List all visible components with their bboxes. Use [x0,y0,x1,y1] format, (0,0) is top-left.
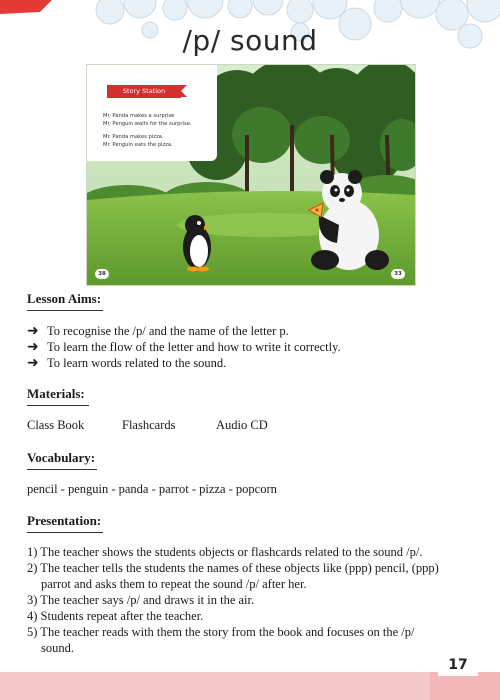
story-line: Mr. Panda makes pizza. [103,134,164,140]
presentation-step-continued: sound. [41,641,74,655]
presentation-step: 2) The teacher tells the students the names of these objects like (ppp) pencil, (ppp) [27,561,439,575]
story-line: Mr. Panda makes a surprise [103,113,175,119]
presentation-step-continued: parrot and asks them to repeat the sound /p/ after her. [41,577,307,591]
footer-band [0,672,500,700]
materials-heading: Materials: [27,386,85,401]
presentation-step: 4) Students repeat after the teacher. [27,609,204,623]
arrow-right-icon: ➜ [27,339,39,355]
presentation-heading: Presentation: [27,513,102,528]
book-page-number-right: 33 [391,269,405,279]
vocabulary-words: pencil - penguin - panda - parrot - pizza - popcorn [27,482,277,496]
story-line: Mr. Penguin waits for the surprise. [103,121,192,127]
presentation-step: 5) The teacher reads with them the story from the book and focuses on the /p/ [27,625,415,639]
material-item: Audio CD [216,418,268,432]
page-title: /p/ sound [182,24,318,57]
lesson-aim-item: ➜ To learn the flow of the letter and how to write it correctly. [27,339,341,355]
lesson-aim-item: ➜ To learn words related to the sound. [27,355,227,371]
heading-underline [27,310,103,311]
arrow-right-icon: ➜ [27,355,39,371]
arrow-right-icon: ➜ [27,323,39,339]
story-illustration [86,64,416,286]
book-page-number-left: 38 [95,269,109,279]
lesson-aim-item: ➜ To recognise the /p/ and the name of the letter p. [27,323,289,339]
story-line: Mr. Penguin eats the pizza. [103,142,173,148]
material-item: Class Book [27,418,85,432]
heading-underline [27,469,97,470]
heading-underline [27,405,89,406]
material-item: Flashcards [122,418,176,432]
story-lines [103,112,215,149]
heading-underline [27,532,103,533]
page-number: 17 [438,654,478,676]
story-station-banner: Story Station [107,85,181,98]
presentation-step: 1) The teacher shows the students objects or flashcards related to the sound /p/. [27,545,423,559]
presentation-step: 3) The teacher says /p/ and draws it in the air. [27,593,255,607]
vocabulary-heading: Vocabulary: [27,450,96,465]
lesson-aims-heading: Lesson Aims: [27,291,102,306]
story-text-panel [87,65,217,161]
